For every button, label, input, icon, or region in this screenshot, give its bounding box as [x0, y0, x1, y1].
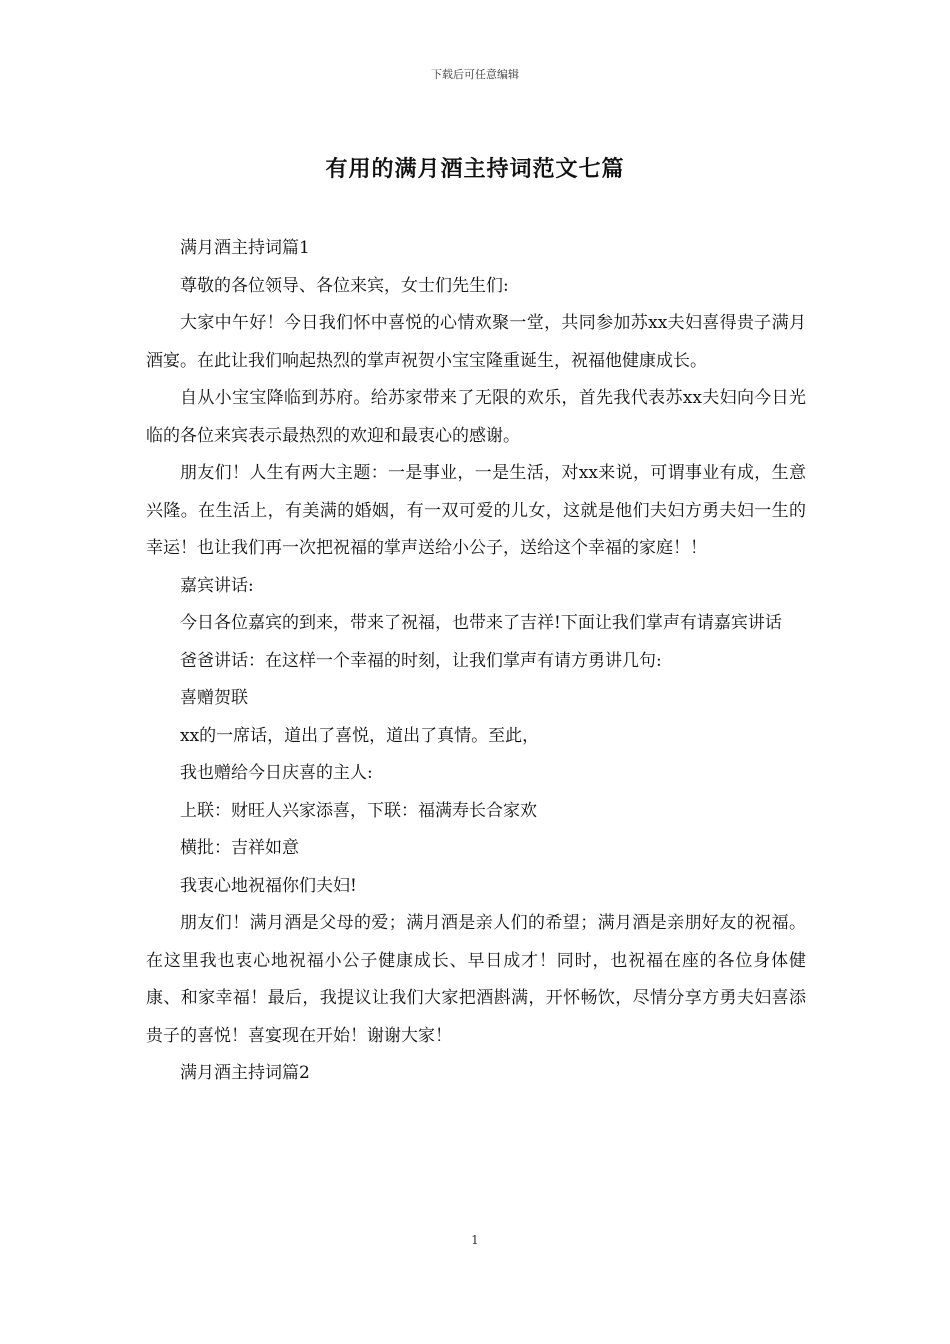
paragraph: xx的一席话，道出了喜悦，道出了真情。至此， [180, 725, 540, 746]
couplet-upper-lower: 上联：财旺人兴家添喜，下联：福满寿长合家欢 [180, 800, 537, 821]
paragraph: 我衷心地祝福你们夫妇! [180, 875, 357, 896]
paragraph: 今日各位嘉宾的到来，带来了祝福，也带来了吉祥!下面让我们掌声有请嘉宾讲话 [180, 613, 782, 633]
document-title: 有用的满月酒主持词范文七篇 [325, 156, 625, 182]
paragraph: 自从小宝宝降临到苏府。给苏家带来了无限的欢乐，首先我代表苏xx夫妇向今日光临的各位来宾表示最热烈的欢迎和最衷心的感谢。 [146, 388, 806, 446]
paragraph: 我也赠给今日庆喜的主人: [180, 763, 373, 783]
page-number: 1 [471, 1233, 479, 1247]
paragraph: 朋友们！满月酒是父母的爱；满月酒是亲人们的希望；满月酒是亲朋好友的祝福。在这里我也衷心地祝福小公子健康成长、早日成才！同时，也祝福在座的各位身体健康、和家幸福！最后，我提议让我们大家把酒斟满，开怀畅饮，尽情分享方勇夫妇喜添贵子的喜悦！喜宴现在开始！谢谢大家！ [146, 913, 806, 1046]
section-heading: 满月酒主持词篇1 [180, 238, 310, 258]
paragraph: 大家中午好！今日我们怀中喜悦的心情欢聚一堂，共同参加苏xx夫妇喜得贵子满月酒宴。在此让我们响起热烈的掌声祝贺小宝宝隆重诞生，祝福他健康成长。 [146, 313, 806, 371]
paragraph: 尊敬的各位领导、各位来宾，女士们先生们: [180, 275, 509, 296]
paragraph: 嘉宾讲话: [180, 575, 254, 596]
page-header-note: 下载后可任意编辑 [431, 68, 519, 81]
couplet-horizontal: 横批：吉祥如意 [180, 838, 299, 858]
section-heading: 满月酒主持词篇2 [180, 1063, 310, 1083]
paragraph: 朋友们！人生有两大主题：一是事业，一是生活，对xx来说，可谓事业有成，生意兴隆。在生活上，有美满的婚姻，有一双可爱的儿女，这就是他们夫妇方勇夫妇一生的幸运！也让我们再一次把祝福的掌声送给小公子，送给这个幸福的家庭！！ [146, 463, 806, 558]
document-body [146, 230, 806, 1093]
paragraph: 喜赠贺联 [180, 688, 248, 708]
paragraph: 爸爸讲话：在这样一个幸福的时刻，让我们掌声有请方勇讲几句: [180, 650, 662, 671]
